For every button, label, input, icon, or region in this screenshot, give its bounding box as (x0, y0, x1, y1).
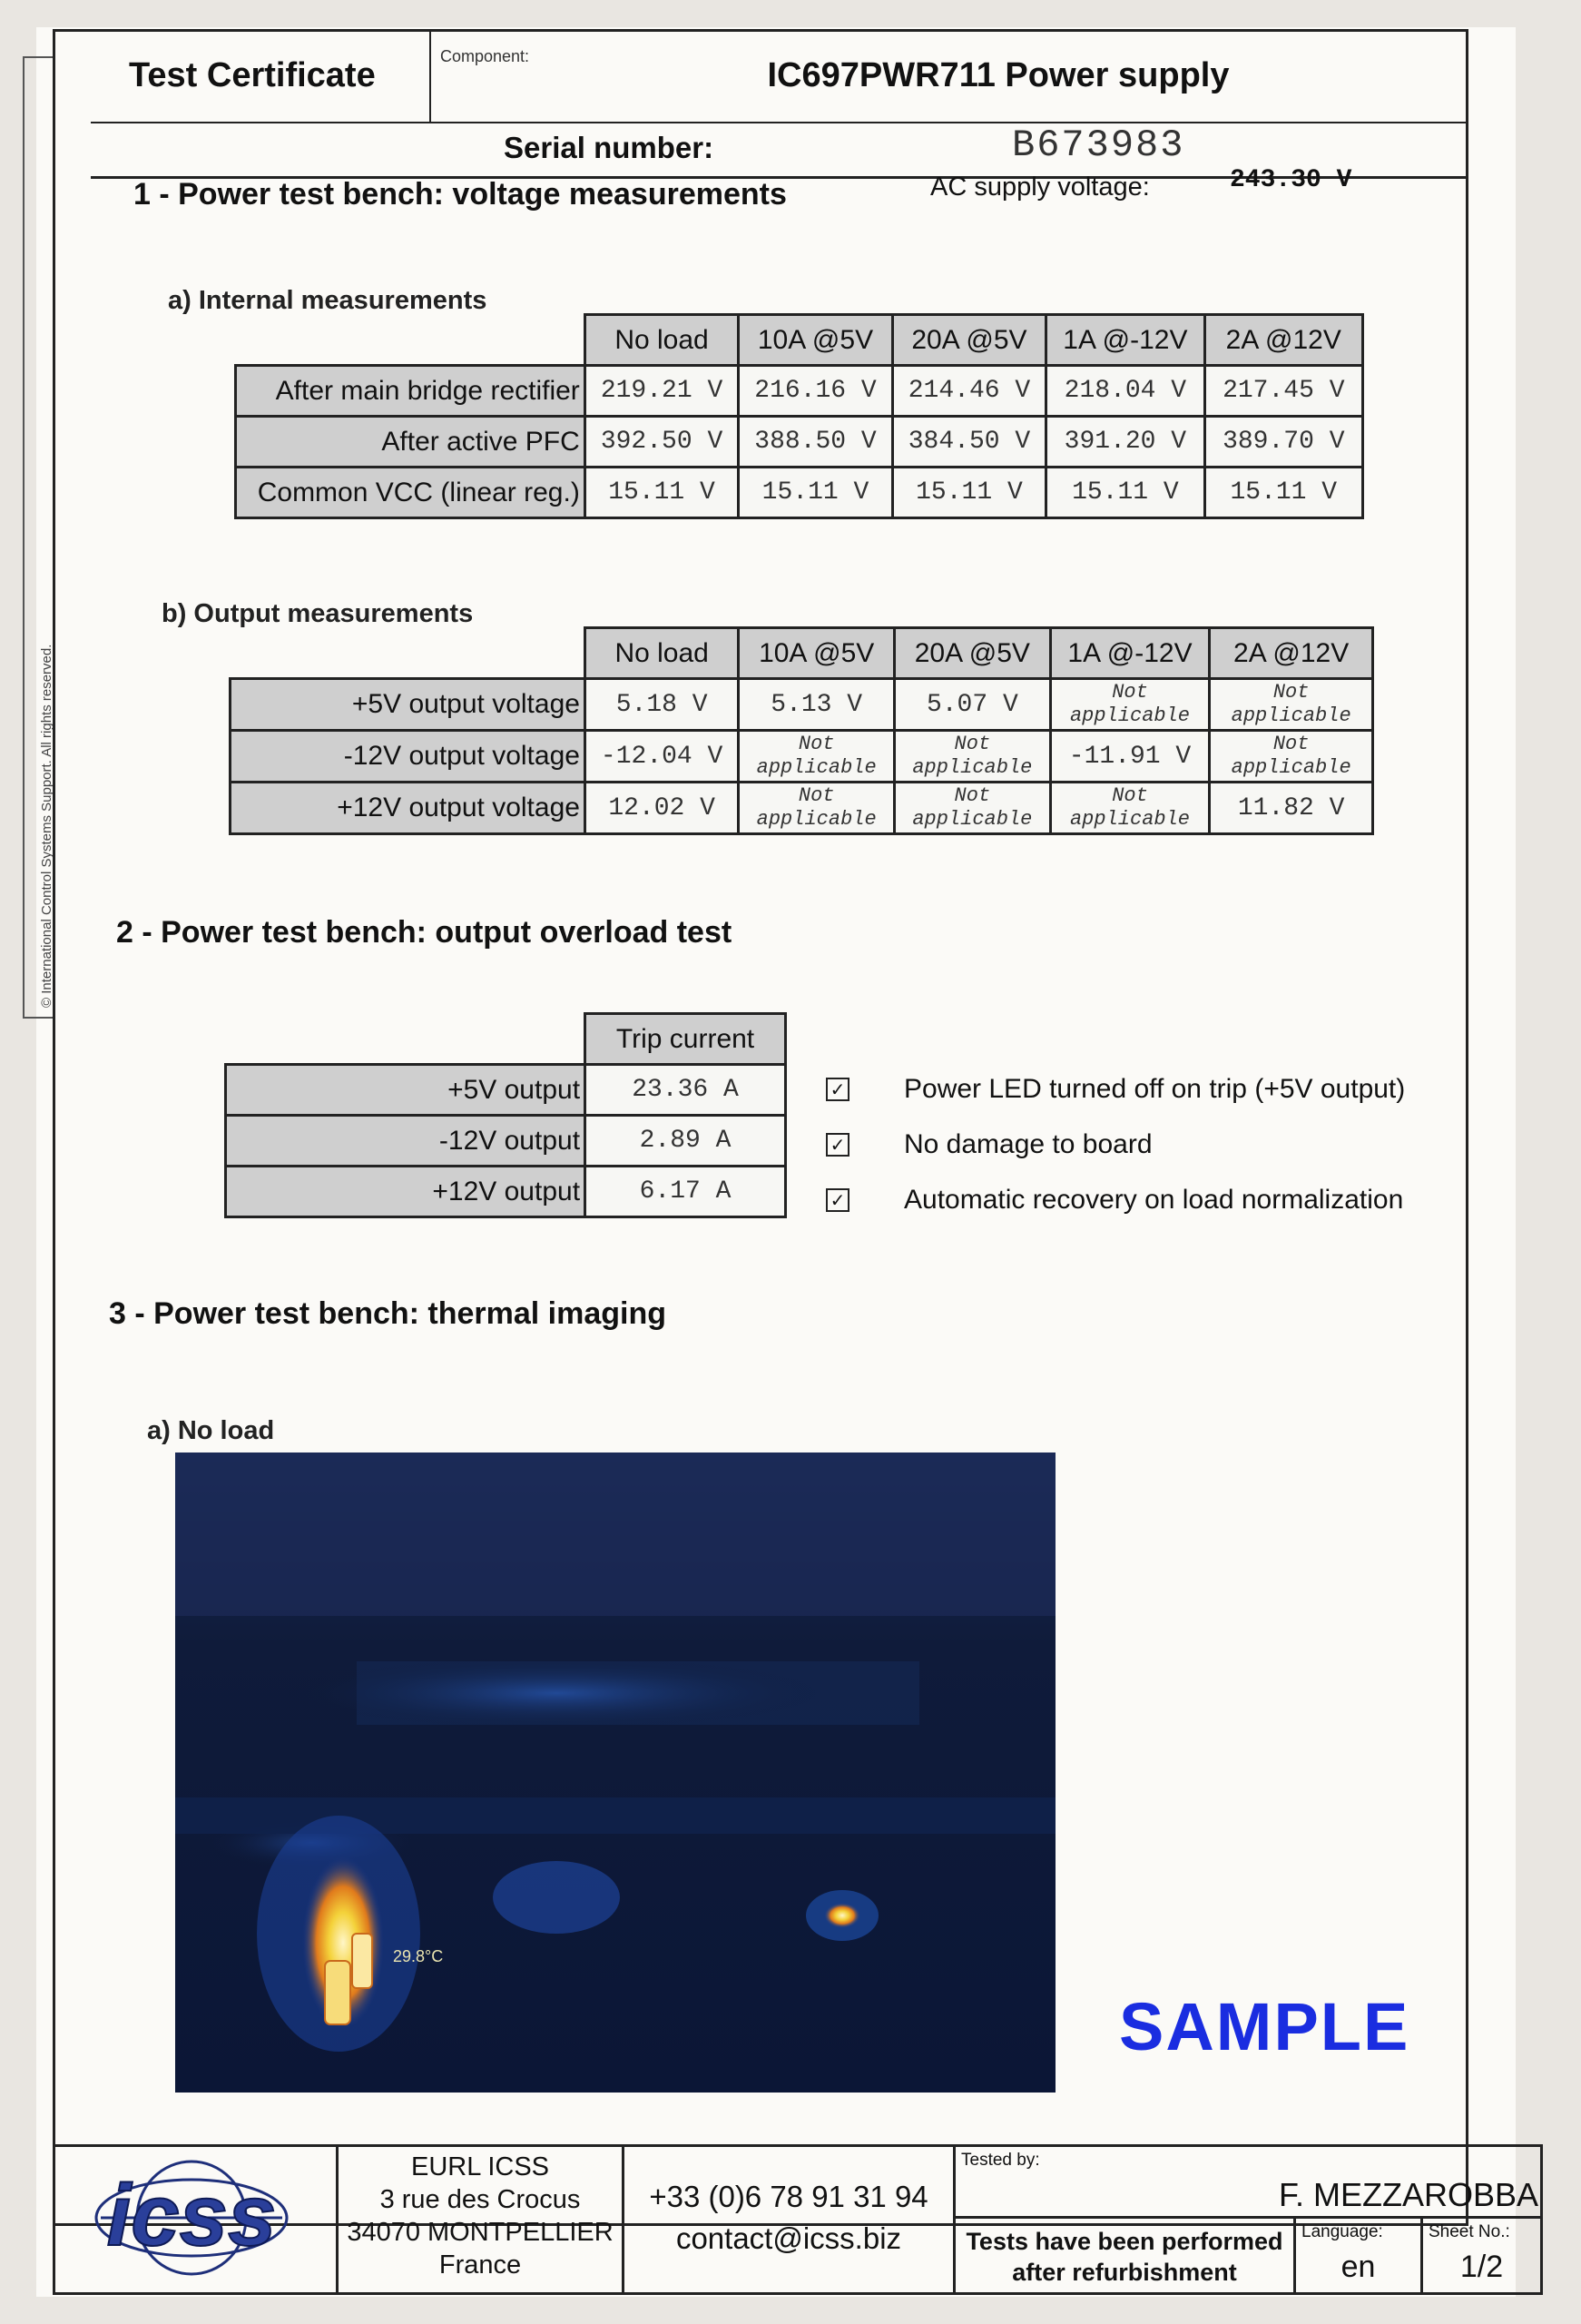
measurement-cell: 216.16 V (739, 366, 892, 417)
measurement-cell: 5.07 V (895, 679, 1051, 731)
output-measurements-title: b) Output measurements (162, 599, 474, 628)
phone-number: +33 (0)6 78 91 31 94 (649, 2180, 928, 2213)
measurement-cell: -11.91 V (1050, 731, 1210, 783)
checkbox-checked: ✓ (826, 1078, 849, 1101)
ac-supply-value: 243.30 V (1230, 166, 1352, 194)
thermal-subtitle: a) No load (147, 1416, 275, 1445)
not-applicable-cell: Not applicable (895, 731, 1051, 783)
not-applicable-cell: Not applicable (1050, 783, 1210, 834)
table-row (236, 417, 1363, 468)
not-applicable-cell: Not applicable (1210, 731, 1373, 783)
column-header: 20A @5V (895, 628, 1051, 679)
table-row (236, 468, 1363, 518)
overload-test-table (224, 1012, 787, 1218)
checkbox-checked: ✓ (826, 1133, 849, 1157)
table-header-row (226, 1014, 786, 1065)
check-label: No damage to board (904, 1129, 1153, 1159)
measurement-cell: 384.50 V (892, 417, 1046, 468)
measurement-cell: 15.11 V (1046, 468, 1204, 518)
trip-current-cell: 2.89 A (585, 1116, 786, 1167)
serial-number: B673983 (1012, 123, 1185, 167)
document-title: Test Certificate (91, 29, 431, 122)
column-header: 2A @12V (1204, 315, 1362, 366)
column-header: 2A @12V (1210, 628, 1373, 679)
copyright-text: © International Control Systems Support. All rights reserved. (39, 644, 54, 1008)
internal-measurements-title: a) Internal measurements (168, 286, 487, 315)
measurement-cell: 391.20 V (1046, 417, 1204, 468)
component-name: IC697PWR711 Power supply (767, 56, 1230, 94)
ac-supply-label: AC supply voltage: (930, 172, 1150, 202)
measurement-cell: 15.11 V (1204, 468, 1362, 518)
serial-label: Serial number: (504, 131, 714, 164)
not-applicable-cell: Not applicable (739, 783, 895, 834)
column-header: 1A @-12V (1050, 628, 1210, 679)
column-header: 20A @5V (892, 315, 1046, 366)
sheet-number-box (1423, 2219, 1543, 2295)
address-line: 3 rue des Crocus (379, 2185, 581, 2214)
row-label: -12V output voltage (231, 731, 585, 783)
output-measurements-table (229, 626, 1374, 835)
measurement-cell: 389.70 V (1204, 417, 1362, 468)
measurement-cell: 12.02 V (584, 783, 738, 834)
not-applicable-cell: Not applicable (1210, 679, 1373, 731)
column-header: No load (584, 628, 738, 679)
table-row (231, 731, 1373, 783)
measurement-cell: 15.11 V (584, 468, 738, 518)
logo-graphic (55, 2147, 336, 2292)
not-applicable-cell: Not applicable (739, 731, 895, 783)
row-label: +5V output voltage (231, 679, 585, 731)
address-line: 34070 MONTPELLIER (347, 2218, 614, 2247)
table-row (226, 1065, 786, 1116)
address-line: France (438, 2250, 522, 2280)
measurement-cell: 5.18 V (584, 679, 738, 731)
section2-title: 2 - Power test bench: output overload test (116, 915, 732, 950)
check-label: Power LED turned off on trip (+5V output) (904, 1074, 1406, 1104)
not-applicable-cell: Not applicable (1050, 679, 1210, 731)
tester-name: F. MEZZAROBBA (1278, 2176, 1538, 2213)
section3-title: 3 - Power test bench: thermal imaging (109, 1296, 667, 1331)
table-row (231, 679, 1373, 731)
row-label: After main bridge rectifier (236, 366, 585, 417)
language-label: Language: (1301, 2222, 1383, 2241)
table-header-row (231, 628, 1373, 679)
refurbishment-note (956, 2219, 1296, 2295)
row-label: -12V output (226, 1116, 585, 1167)
footer (53, 2144, 1543, 2299)
company-address (339, 2144, 624, 2295)
check-item (826, 1074, 1405, 1105)
language-value: en (1340, 2250, 1376, 2284)
logo-text: icss (106, 2167, 277, 2264)
measurement-cell: 388.50 V (739, 417, 892, 468)
column-header: 1A @-12V (1046, 315, 1204, 366)
thermal-image (175, 1452, 1056, 2093)
measurement-cell: 214.46 V (892, 366, 1046, 417)
section1-title: 1 - Power test bench: voltage measurements (133, 177, 787, 212)
row-label: After active PFC (236, 417, 585, 468)
measurement-cell: 5.13 V (739, 679, 895, 731)
checkbox-checked: ✓ (826, 1188, 849, 1212)
table-row (226, 1116, 786, 1167)
note-line: after refurbishment (1012, 2259, 1237, 2286)
company-contact (624, 2144, 956, 2295)
temperature-readout: 29.8°C (393, 1947, 444, 1965)
header-row (91, 29, 1468, 123)
sheet-label: Sheet No.: (1429, 2222, 1510, 2241)
check-item (826, 1129, 1153, 1160)
measurement-cell: 217.45 V (1204, 366, 1362, 417)
not-applicable-cell: Not applicable (895, 783, 1051, 834)
measurement-cell: 15.11 V (739, 468, 892, 518)
sample-watermark: SAMPLE (1119, 1989, 1410, 2064)
check-label: Automatic recovery on load normalization (904, 1185, 1404, 1215)
internal-measurements-table (234, 313, 1364, 519)
column-header: 10A @5V (739, 628, 895, 679)
row-label: Common VCC (linear reg.) (236, 468, 585, 518)
icss-logo (53, 2144, 339, 2295)
table-row (231, 783, 1373, 834)
column-header: 10A @5V (739, 315, 892, 366)
sheet-number: 1/2 (1459, 2250, 1504, 2284)
tested-by-label: Tested by: (961, 2151, 1040, 2170)
address-line: EURL ICSS (410, 2152, 550, 2181)
thermal-image-graphic (175, 1452, 1056, 2093)
measurement-cell: 392.50 V (584, 417, 738, 468)
measurement-cell: -12.04 V (584, 731, 738, 783)
note-line: Tests have been performed (966, 2228, 1283, 2255)
check-item (826, 1185, 1403, 1216)
tested-by-box (956, 2144, 1543, 2219)
row-label: +12V output voltage (231, 783, 585, 834)
table-row (236, 366, 1363, 417)
trip-current-cell: 23.36 A (585, 1065, 786, 1116)
email-address: contact@icss.biz (675, 2221, 902, 2255)
trip-current-cell: 6.17 A (585, 1167, 786, 1217)
row-label: +5V output (226, 1065, 585, 1116)
measurement-cell: 218.04 V (1046, 366, 1204, 417)
row-label: +12V output (226, 1167, 585, 1217)
component-label: Component: (440, 47, 530, 65)
table-header-row (236, 315, 1363, 366)
measurement-cell: 11.82 V (1210, 783, 1373, 834)
table-row (226, 1167, 786, 1217)
measurement-cell: 15.11 V (892, 468, 1046, 518)
column-header: Trip current (585, 1014, 786, 1065)
column-header: No load (584, 315, 738, 366)
language-box (1296, 2219, 1423, 2295)
measurement-cell: 219.21 V (584, 366, 738, 417)
